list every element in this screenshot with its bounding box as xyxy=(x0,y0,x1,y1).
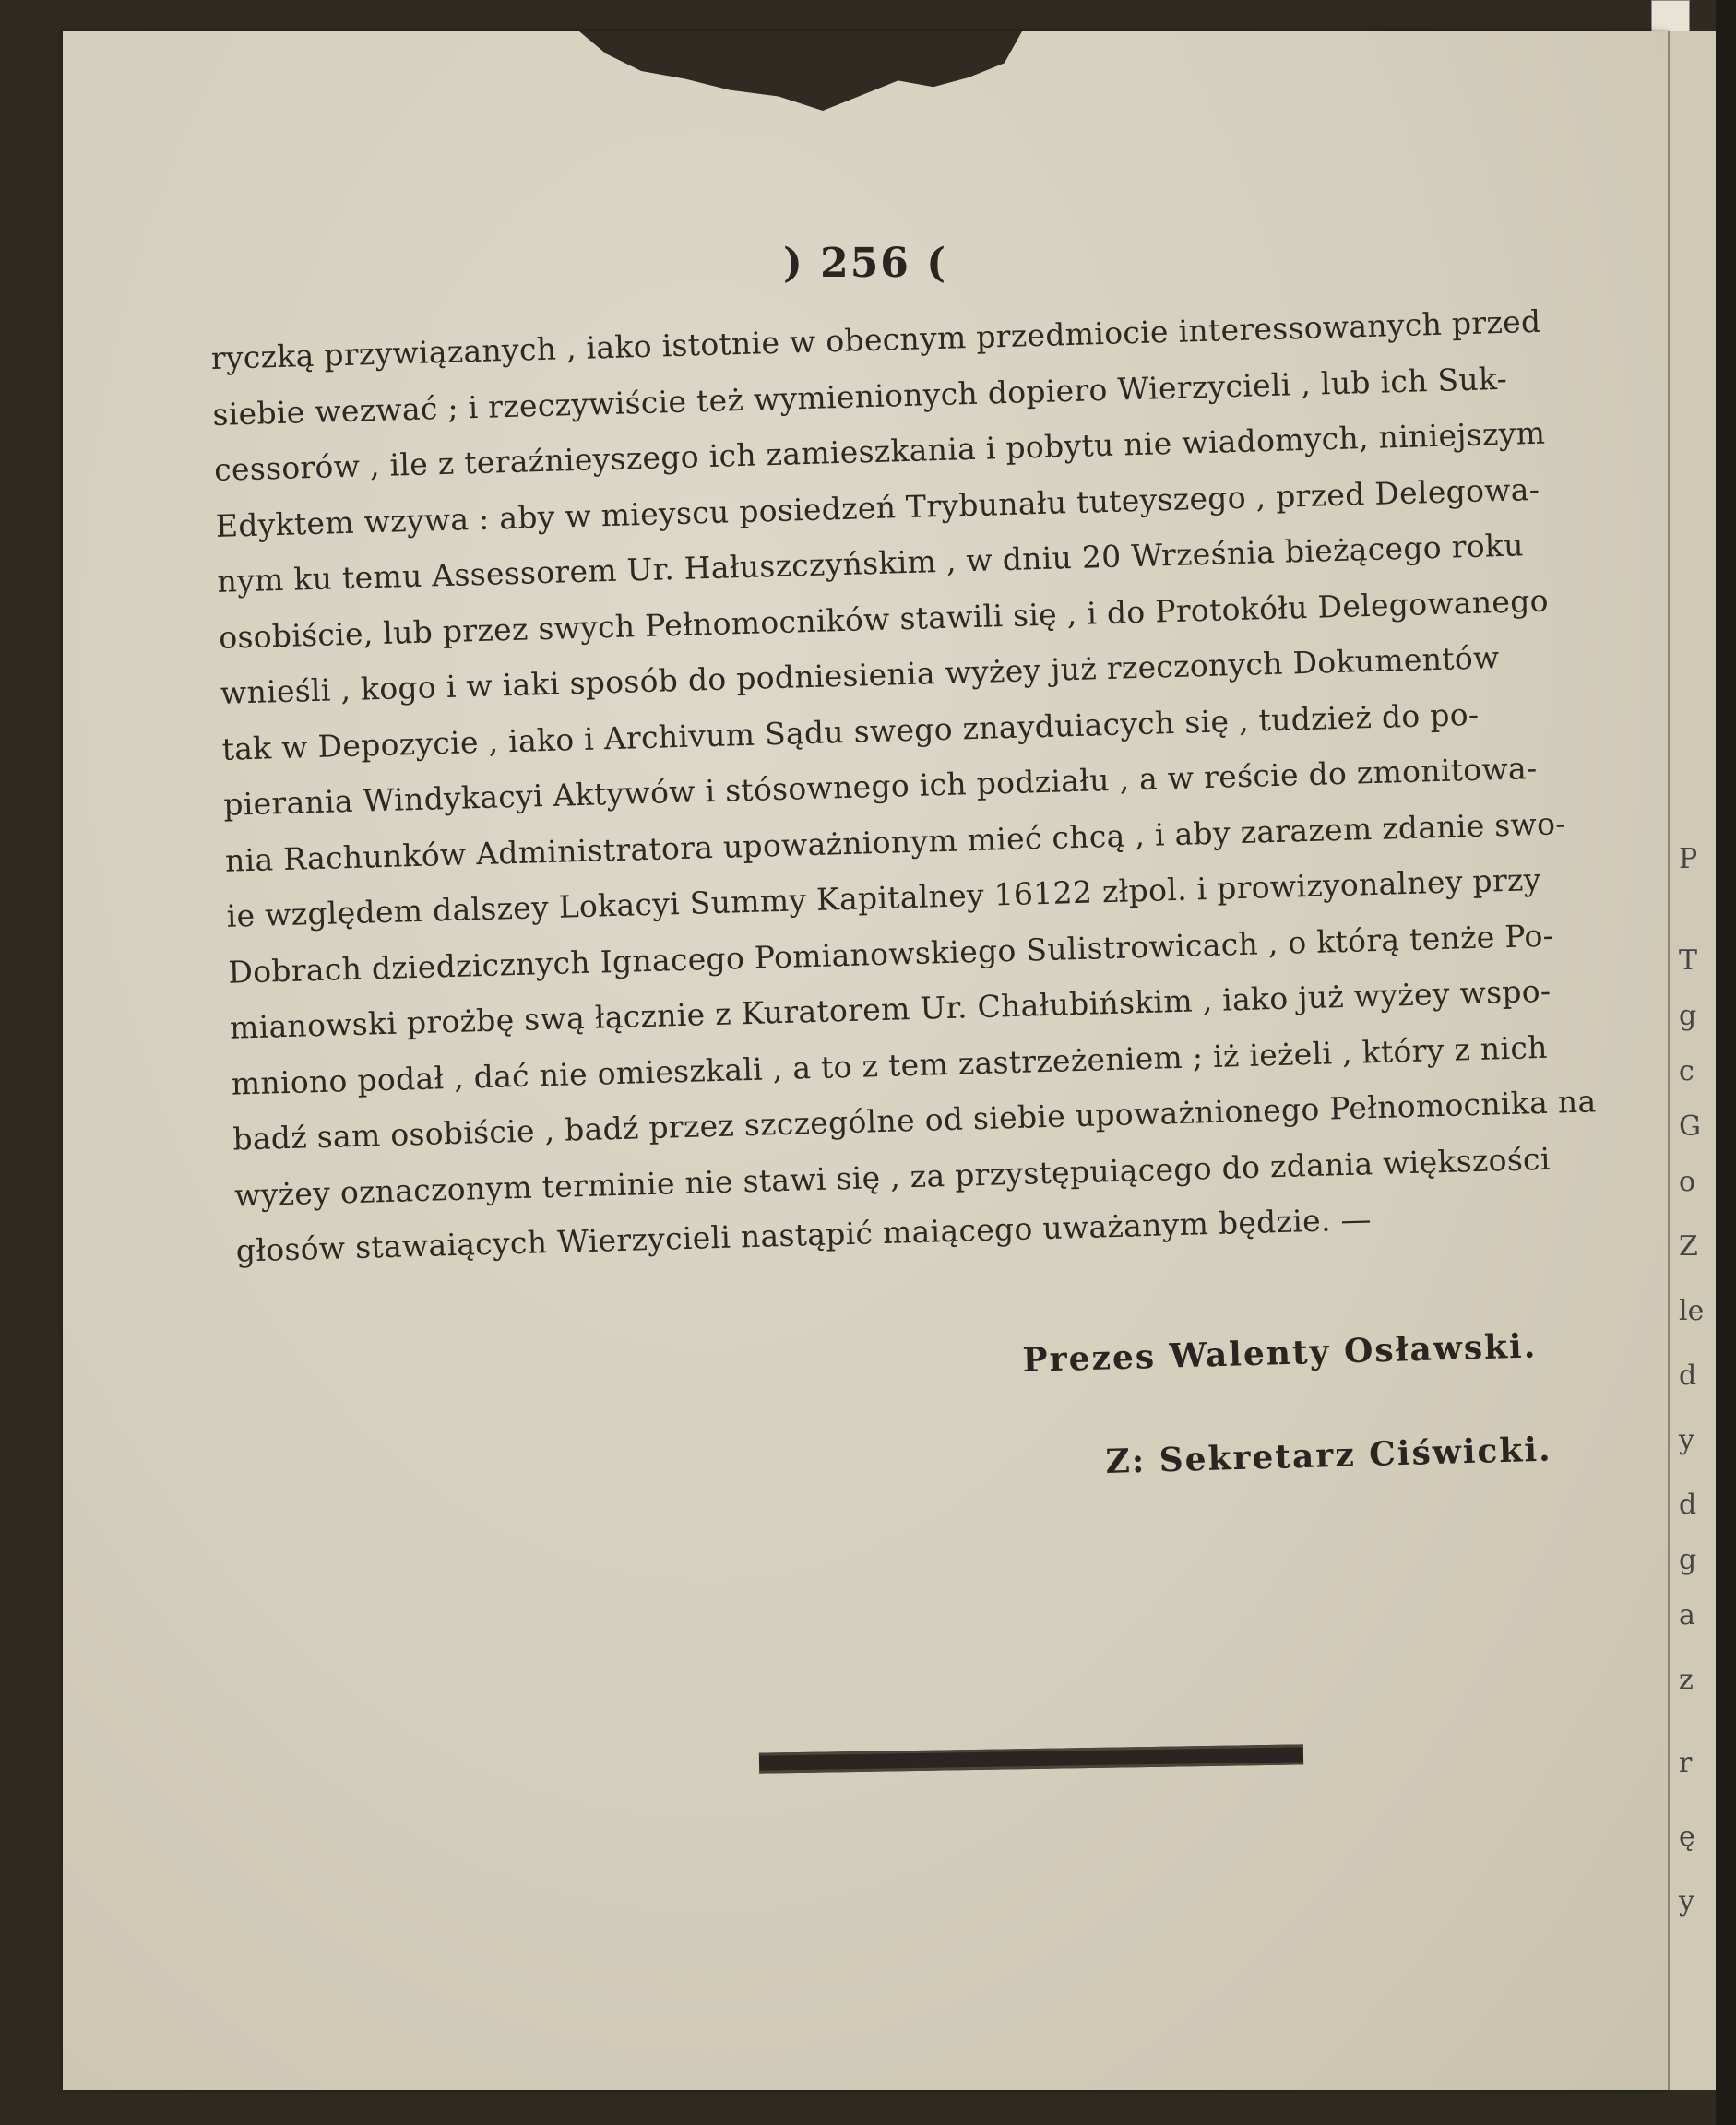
leaf-letter: g xyxy=(1679,1000,1697,1032)
leaf-letter: o xyxy=(1679,1166,1696,1198)
text-line: tak w Depozycie , iako i Archivum Sądu swego znayduiacych się , tudzież do po- xyxy=(221,695,1480,767)
leaf-letter: P xyxy=(1679,843,1698,875)
spine-strip xyxy=(1716,0,1736,2125)
text-line: wyżey oznaczonym terminie nie stawi się , za przystępuiącego do zdania większości xyxy=(233,1140,1552,1214)
text-line: mianowski prożbę swą łącznie z Kuratorem Ur. Chałubińskim , iako już wyżey wspo- xyxy=(229,972,1552,1046)
leaf-letter: T xyxy=(1679,944,1698,977)
adjacent-leaf-edge xyxy=(1668,31,1718,2090)
leaf-letter: g xyxy=(1679,1544,1697,1576)
leaf-letter: y xyxy=(1679,1424,1694,1456)
text-line: nia Rachunków Administratora upoważnionym mieć chcą , i aby zarazem zdanie swo- xyxy=(224,804,1567,879)
text-line: cessorów , ile z teraźnieyszego ich zamieszkania i pobytu nie wiadomych, niniejszym xyxy=(213,414,1546,488)
president-signature: Prezes Walenty Osławski. xyxy=(1022,1326,1538,1380)
leaf-letter: r xyxy=(1679,1747,1693,1779)
text-line: wnieśli , kogo i w iaki sposób do podniesienia wyżey już rzeczonych Dokumentów xyxy=(220,639,1501,711)
page-number: ) 256 ( xyxy=(782,240,948,287)
closing-rule xyxy=(759,1744,1303,1773)
text-line: Edyktem wzywa : aby w mieyscu posiedzeń Trybunału tuteyszego , przed Delegowa- xyxy=(215,470,1540,544)
body-text xyxy=(210,290,1730,1279)
leaf-letter: d xyxy=(1679,1489,1697,1521)
leaf-letter: z xyxy=(1679,1664,1694,1696)
text-line: badź sam osobiście , badź przez szczególne od siebie upoważnionego Pełnomocnika na xyxy=(232,1083,1597,1157)
text-line: siebie wezwać ; i rzeczywiście też wymienionych dopiero Wierzycieli , lub ich Suk- xyxy=(211,360,1508,433)
leaf-letter: c xyxy=(1679,1055,1694,1087)
text-line: mniono podał , dać nie omieszkali , a to z tem zastrzeżeniem ; iż ieżeli , który z nich xyxy=(231,1028,1549,1102)
secretary-signature: Z: Sekretarz Ciświcki. xyxy=(1105,1430,1553,1481)
text-line: ie względem dalszey Lokacyi Summy Kapitalney 16122 złpol. i prowizyonalney przy xyxy=(226,861,1542,934)
text-line: głosów stawaiących Wierzycieli nastąpić maiącego uważanym będzie. — xyxy=(235,1201,1373,1269)
leaf-letter: Z xyxy=(1679,1230,1698,1263)
leaf-letter: y xyxy=(1679,1885,1694,1917)
leaf-letter: a xyxy=(1679,1599,1695,1632)
text-line: pierania Windykacyi Aktywów i stósownego ich podziału , a w reście do zmonitowa- xyxy=(222,750,1538,823)
leaf-letter: G xyxy=(1679,1110,1701,1143)
text-line: nym ku temu Assessorem Ur. Hałuszczyńskim , w dniu 20 Września bieżącego roku xyxy=(217,527,1525,600)
leaf-letter: d xyxy=(1679,1359,1697,1392)
text-line: Dobrach dziedzicznych Ignacego Pomianowskiego Sulistrowicach , o którą tenże Po- xyxy=(227,917,1554,991)
leaf-letter: ę xyxy=(1679,1821,1695,1853)
text-line: osobiście, lub przez swych Pełnomocników stawili się , i do Protokółu Delegowanego xyxy=(218,582,1550,656)
document-page xyxy=(63,31,1668,2090)
text-line: ryczką przywiązanych , iako istotnie w obecnym przedmiocie interessowanych przed xyxy=(210,303,1541,376)
scan-ruler xyxy=(1651,0,1690,33)
torn-edge xyxy=(579,31,1022,111)
leaf-letter: le xyxy=(1679,1295,1705,1327)
